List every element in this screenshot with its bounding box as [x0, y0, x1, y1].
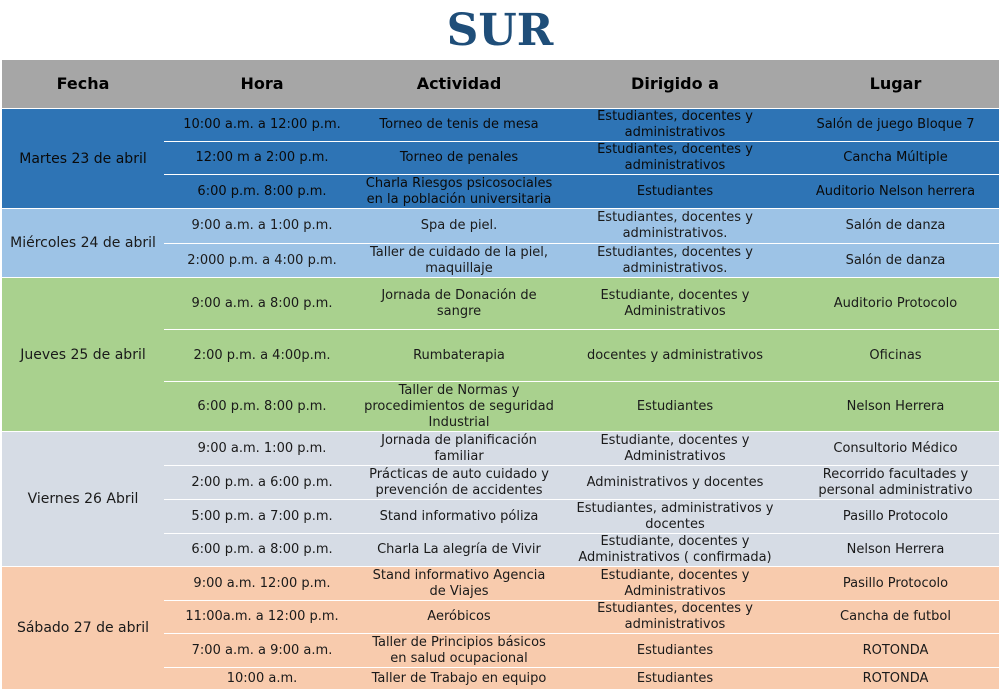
date-cell: Viernes 26 Abril: [2, 432, 164, 567]
actividad-cell: Taller de cuidado de la piel, maquillaje: [360, 244, 558, 278]
lugar-cell: Auditorio Protocolo: [792, 278, 999, 330]
hora-cell: 12:00 m a 2:00 p.m.: [164, 142, 360, 175]
actividad-cell: Taller de Trabajo en equipo: [360, 668, 558, 690]
header-lugar: Lugar: [792, 60, 999, 109]
group-martes: [2, 109, 999, 209]
hora-cell: 9:00 a.m. a 8:00 p.m.: [164, 278, 360, 330]
date-cell: Miércoles 24 de abril: [2, 209, 164, 278]
hora-cell: 10:00 a.m.: [164, 668, 360, 690]
hora-cell: 11:00a.m. a 12:00 p.m.: [164, 601, 360, 634]
lugar-cell: Salón de danza: [792, 209, 999, 244]
dirigido-cell: Estudiante, docentes y Administrativos ( confirmada): [558, 534, 792, 567]
lugar-cell: ROTONDA: [792, 668, 999, 690]
lugar-cell: Recorrido facultades y personal administrativo: [792, 466, 999, 500]
hora-cell: 9:00 a.m. 1:00 p.m.: [164, 432, 360, 466]
actividad-cell: Charla Riesgos psicosociales en la población universitaria: [360, 175, 558, 209]
header-actividad: Actividad: [360, 60, 558, 109]
actividad-cell: Prácticas de auto cuidado y prevención de accidentes: [360, 466, 558, 500]
hora-cell: 2:00 p.m. a 4:00p.m.: [164, 330, 360, 382]
hora-cell: 6:00 p.m. 8:00 p.m.: [164, 382, 360, 432]
dirigido-cell: Estudiantes, administrativos y docentes: [558, 500, 792, 534]
lugar-cell: Consultorio Médico: [792, 432, 999, 466]
group-viernes: [2, 432, 999, 567]
dirigido-cell: Estudiantes, docentes y administrativos.: [558, 244, 792, 278]
dirigido-cell: Administrativos y docentes: [558, 466, 792, 500]
table-row: [2, 109, 999, 142]
actividad-cell: Rumbaterapia: [360, 330, 558, 382]
header-fecha: Fecha: [2, 60, 164, 109]
date-cell: Martes 23 de abril: [2, 109, 164, 209]
lugar-cell: Oficinas: [792, 330, 999, 382]
hora-cell: 2:00 p.m. a 6:00 p.m.: [164, 466, 360, 500]
dirigido-cell: Estudiante, docentes y Administrativos: [558, 432, 792, 466]
table-row: [2, 432, 999, 466]
hora-cell: 10:00 a.m. a 12:00 p.m.: [164, 109, 360, 142]
group-miercoles: [2, 209, 999, 278]
actividad-cell: Charla La alegría de Vivir: [360, 534, 558, 567]
lugar-cell: Nelson Herrera: [792, 382, 999, 432]
dirigido-cell: Estudiantes: [558, 175, 792, 209]
lugar-cell: Salón de danza: [792, 244, 999, 278]
hora-cell: 2:000 p.m. a 4:00 p.m.: [164, 244, 360, 278]
actividad-cell: Taller de Normas y procedimientos de seguridad Industrial: [360, 382, 558, 432]
lugar-cell: Pasillo Protocolo: [792, 500, 999, 534]
dirigido-cell: Estudiante, docentes y Administrativos: [558, 278, 792, 330]
date-cell: Sábado 27 de abril: [2, 567, 164, 690]
group-jueves: [2, 278, 999, 432]
table-row: [2, 278, 999, 330]
actividad-cell: Jornada de Donación de sangre: [360, 278, 558, 330]
dirigido-cell: docentes y administrativos: [558, 330, 792, 382]
actividad-cell: Jornada de planificación familiar: [360, 432, 558, 466]
hora-cell: 7:00 a.m. a 9:00 a.m.: [164, 634, 360, 668]
dirigido-cell: Estudiantes, docentes y administrativos: [558, 601, 792, 634]
dirigido-cell: Estudiantes: [558, 382, 792, 432]
schedule-table: [2, 60, 999, 690]
dirigido-cell: Estudiantes, docentes y administrativos.: [558, 209, 792, 244]
lugar-cell: Cancha Múltiple: [792, 142, 999, 175]
actividad-cell: Spa de piel.: [360, 209, 558, 244]
dirigido-cell: Estudiantes: [558, 668, 792, 690]
lugar-cell: Nelson Herrera: [792, 534, 999, 567]
actividad-cell: Taller de Principios básicos en salud ocupacional: [360, 634, 558, 668]
header-dirigido: Dirigido a: [558, 60, 792, 109]
hora-cell: 5:00 p.m. a 7:00 p.m.: [164, 500, 360, 534]
header-row: [2, 60, 999, 109]
group-sabado: [2, 567, 999, 690]
lugar-cell: Cancha de futbol: [792, 601, 999, 634]
actividad-cell: Torneo de penales: [360, 142, 558, 175]
hora-cell: 9:00 a.m. 12:00 p.m.: [164, 567, 360, 601]
actividad-cell: Stand informativo póliza: [360, 500, 558, 534]
actividad-cell: Stand informativo Agencia de Viajes: [360, 567, 558, 601]
dirigido-cell: Estudiantes: [558, 634, 792, 668]
table-row: [2, 209, 999, 244]
lugar-cell: Pasillo Protocolo: [792, 567, 999, 601]
hora-cell: 6:00 p.m. a 8:00 p.m.: [164, 534, 360, 567]
lugar-cell: ROTONDA: [792, 634, 999, 668]
actividad-cell: Aeróbicos: [360, 601, 558, 634]
date-cell: Jueves 25 de abril: [2, 278, 164, 432]
lugar-cell: Salón de juego Bloque 7: [792, 109, 999, 142]
dirigido-cell: Estudiantes, docentes y administrativos: [558, 142, 792, 175]
dirigido-cell: Estudiante, docentes y Administrativos: [558, 567, 792, 601]
lugar-cell: Auditorio Nelson herrera: [792, 175, 999, 209]
hora-cell: 9:00 a.m. a 1:00 p.m.: [164, 209, 360, 244]
dirigido-cell: Estudiantes, docentes y administrativos: [558, 109, 792, 142]
table-row: [2, 567, 999, 601]
header-hora: Hora: [164, 60, 360, 109]
page-title: SUR: [446, 5, 554, 56]
hora-cell: 6:00 p.m. 8:00 p.m.: [164, 175, 360, 209]
actividad-cell: Torneo de tenis de mesa: [360, 109, 558, 142]
